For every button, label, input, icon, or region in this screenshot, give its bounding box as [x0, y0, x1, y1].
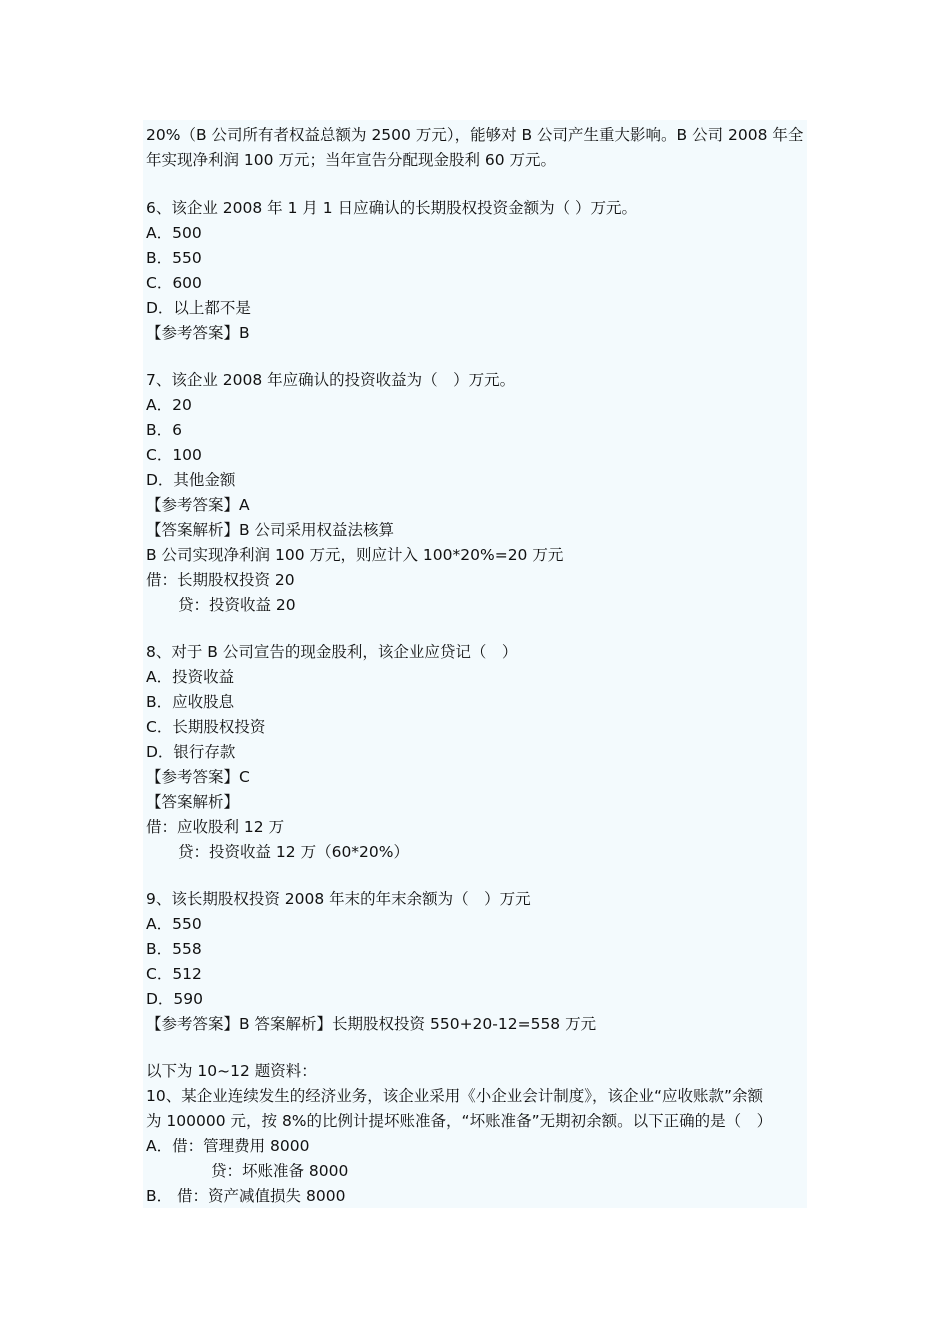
q7-question: 7、该企业 2008 年应确认的投资收益为（ ）万元。: [146, 371, 516, 389]
q7-analysis-text: B 公司实现净利润 100 万元，则应计入 100*20%=20 万元: [146, 546, 564, 564]
q8-analysis-title: 【答案解析】: [146, 793, 240, 811]
q7-option-b: B．6: [146, 421, 182, 439]
q6-answer: 【参考答案】B: [146, 324, 250, 342]
q6-option-a: A．500: [146, 224, 202, 242]
q10-option-b: B． 借：资产减值损失 8000: [146, 1187, 346, 1205]
q9-option-b: B．558: [146, 940, 202, 958]
q9-option-d: D．590: [146, 990, 204, 1008]
q6-option-c: C．600: [146, 274, 202, 292]
q7-option-a: A．20: [146, 396, 192, 414]
q9-option-c: C．512: [146, 965, 202, 983]
q8-answer: 【参考答案】C: [146, 768, 250, 786]
q9-question: 9、该长期股权投资 2008 年末的年末余额为（ ）万元: [146, 890, 531, 908]
q7-analysis-title: 【答案解析】B 公司采用权益法核算: [146, 521, 395, 539]
q9-option-a: A．550: [146, 915, 202, 933]
q10-question-line-1: 10、某企业连续发生的经济业务，该企业采用《小企业会计制度》，该企业“应收账款”余额: [146, 1087, 764, 1105]
q7-option-c: C．100: [146, 446, 202, 464]
q8-debit-entry: 借：应收股利 12 万: [146, 818, 285, 836]
q7-debit-entry: 借：长期股权投资 20: [146, 571, 295, 589]
section-intro: 以下为 10~12 题资料：: [146, 1062, 317, 1080]
intro-line-1: 20%（B 公司所有者权益总额为 2500 万元），能够对 B 公司产生重大影响。B 公司 2008 年全: [146, 126, 804, 144]
q6-question: 6、该企业 2008 年 1 月 1 日应确认的长期股权投资金额为（ ）万元。: [146, 199, 638, 217]
intro-line-2: 年实现净利润 100 万元；当年宣告分配现金股利 60 万元。: [146, 151, 557, 169]
q10-option-a: A．借：管理费用 8000: [146, 1137, 310, 1155]
q9-answer: 【参考答案】B 答案解析】长期股权投资 550+20-12=558 万元: [146, 1015, 597, 1033]
q7-credit-entry: 贷：投资收益 20: [178, 596, 296, 614]
q10-option-a-credit: 贷：坏账准备 8000: [211, 1162, 349, 1180]
q7-answer: 【参考答案】A: [146, 496, 250, 514]
q6-option-b: B．550: [146, 249, 202, 267]
question-content: [143, 120, 807, 1208]
q8-option-d: D．银行存款: [146, 743, 236, 761]
q10-question-line-2: 为 100000 元，按 8%的比例计提坏账准备，“坏账准备”无期初余额。以下正确的是（ ）: [146, 1112, 773, 1130]
q8-credit-entry: 贷：投资收益 12 万（60*20%）: [178, 843, 410, 861]
q7-option-d: D．其他金额: [146, 471, 236, 489]
q8-option-b: B．应收股息: [146, 693, 235, 711]
q6-option-d: D．以上都不是: [146, 299, 251, 317]
q8-question: 8、对于 B 公司宣告的现金股利，该企业应贷记（ ）: [146, 643, 518, 661]
q8-option-a: A．投资收益: [146, 668, 235, 686]
q8-option-c: C．长期股权投资: [146, 718, 266, 736]
